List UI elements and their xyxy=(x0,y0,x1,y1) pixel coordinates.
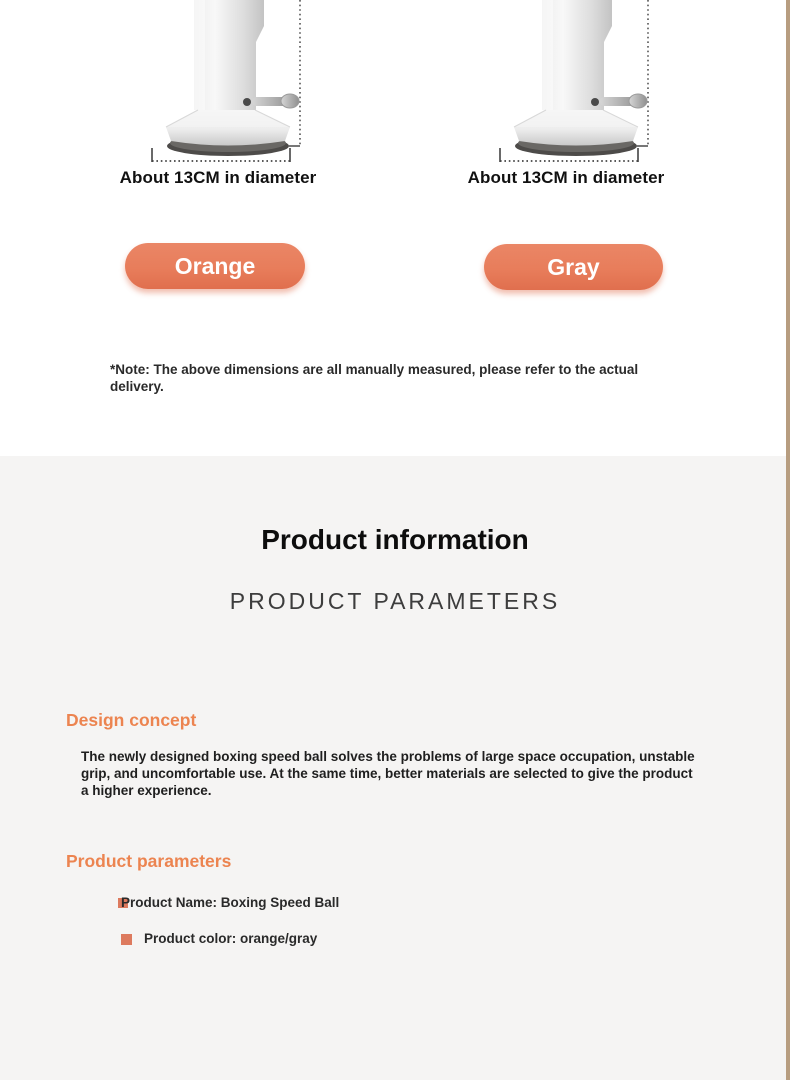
square-bullet-icon xyxy=(121,934,132,945)
color-option-gray-button[interactable]: Gray xyxy=(484,244,663,290)
parameter-text: Product Name: Boxing Speed Ball xyxy=(121,895,340,910)
section-subtitle: PRODUCT PARAMETERS xyxy=(229,588,561,614)
parameter-text: Product color: orange/gray xyxy=(144,931,318,946)
height-measure-line xyxy=(637,0,648,146)
measurement-note: *Note: The above dimensions are all manually measured, please refer to the actual delivery. xyxy=(110,362,639,394)
parameter-item-color xyxy=(121,931,317,946)
height-measure-line xyxy=(289,0,300,146)
product-information-section xyxy=(0,456,790,1080)
section-title: Product information xyxy=(261,524,529,555)
speedball-base-image xyxy=(88,0,320,168)
parameter-item-name xyxy=(118,895,339,910)
product-parameters-heading: Product parameters xyxy=(66,851,232,871)
speedball-base-image xyxy=(436,0,668,168)
diameter-caption-left: About 13CM in diameter xyxy=(119,168,317,187)
product-base-figure-orange xyxy=(88,0,320,168)
diameter-caption-right: About 13CM in diameter xyxy=(467,168,665,187)
design-concept-text: The newly designed boxing speed ball solves the problems of large space occupation, unstable grip, and uncomfortable use. At the same time, better materials are selected to give the product a higher experience. xyxy=(81,749,695,798)
page-edge-strip xyxy=(786,0,790,1080)
color-option-orange-button[interactable]: Orange xyxy=(125,243,305,289)
product-base-figure-gray xyxy=(436,0,668,168)
design-concept-heading: Design concept xyxy=(66,710,197,730)
